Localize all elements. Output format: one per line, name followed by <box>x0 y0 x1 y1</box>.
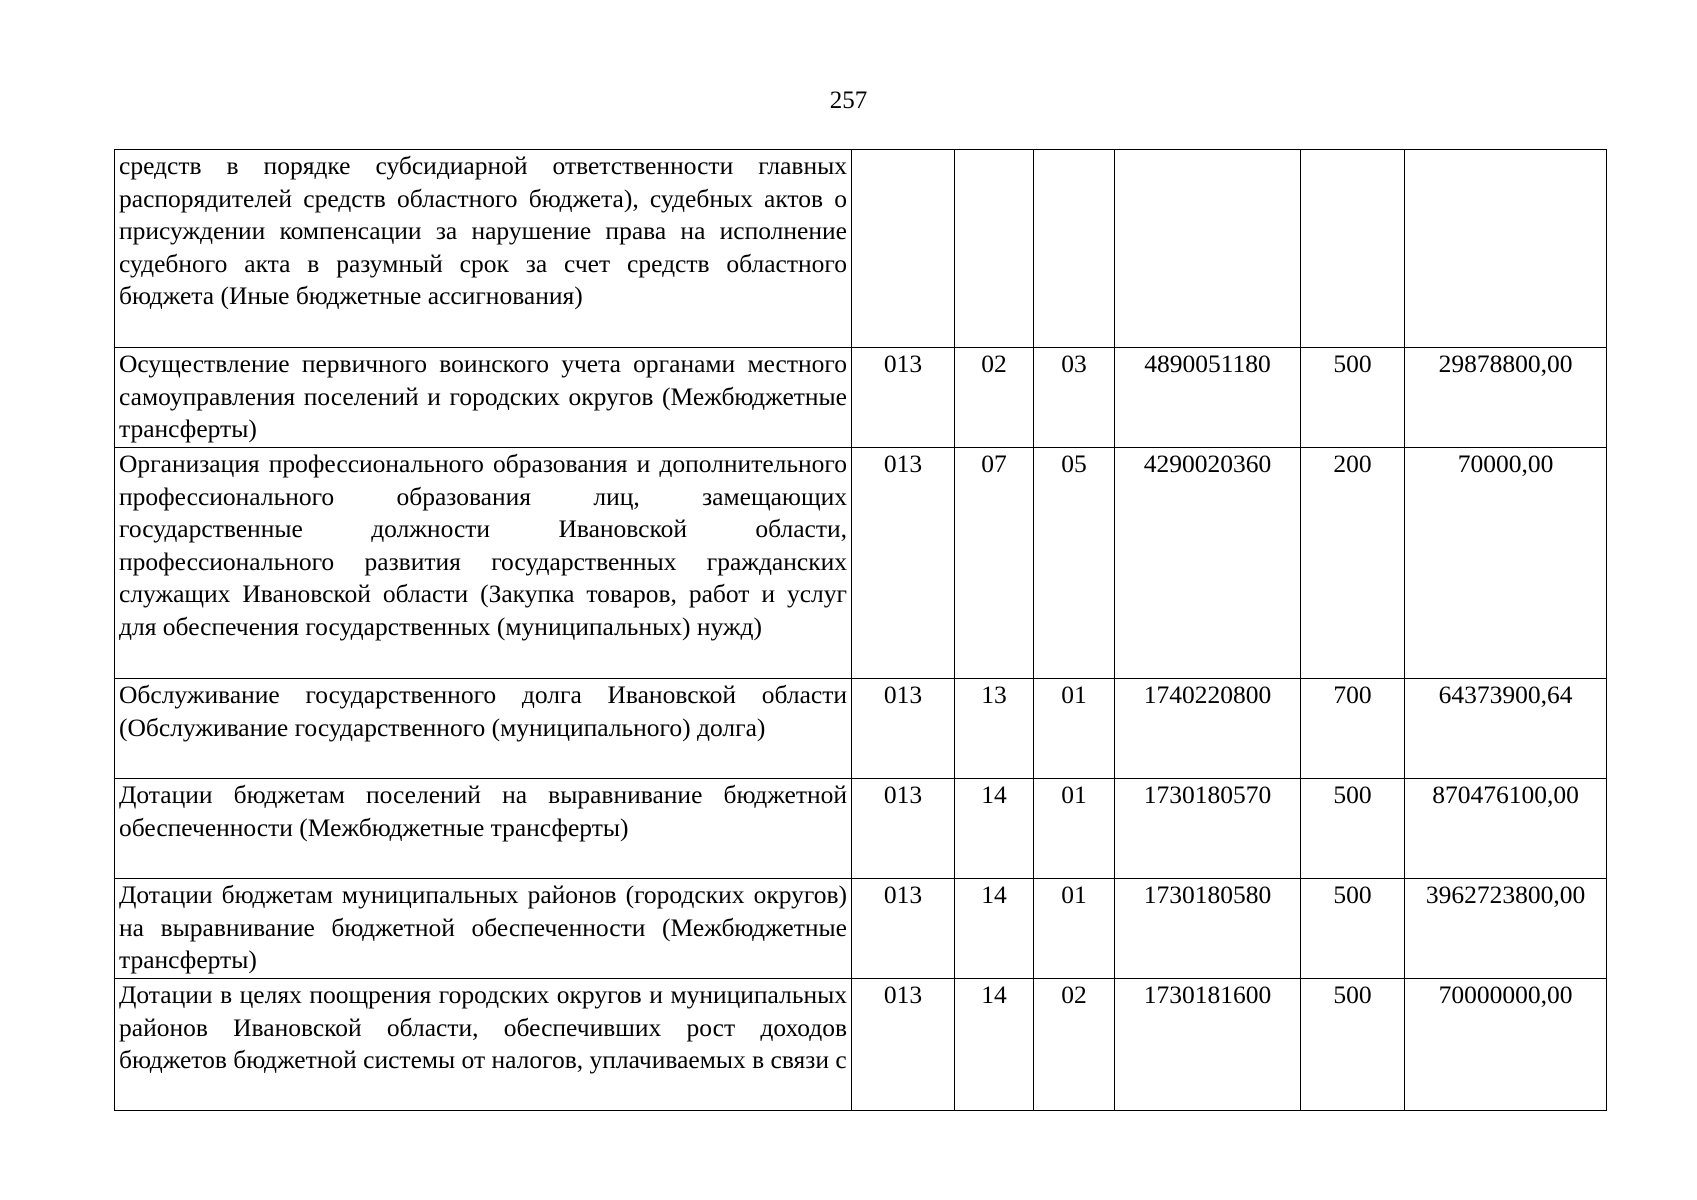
expense-type-code: 500 <box>1301 348 1405 448</box>
section-code: 02 <box>955 348 1034 448</box>
section-code: 14 <box>955 779 1034 879</box>
ministry-code: 013 <box>852 348 955 448</box>
ministry-code: 013 <box>852 979 955 1111</box>
table-row <box>115 979 1607 1111</box>
target-article-code: 1730180570 <box>1115 779 1301 879</box>
subsection-code: 01 <box>1034 779 1115 879</box>
amount: 64373900,64 <box>1405 679 1607 779</box>
table-row <box>115 448 1607 679</box>
expense-type-code <box>1301 150 1405 348</box>
subsection-code: 05 <box>1034 448 1115 679</box>
amount <box>1405 150 1607 348</box>
section-code: 14 <box>955 879 1034 979</box>
expense-type-code: 500 <box>1301 779 1405 879</box>
row-description: Обслуживание государственного долга Ивановской области (Обслуживание государственного (муниципального) долга) <box>115 679 852 779</box>
target-article-code: 4290020360 <box>1115 448 1301 679</box>
table-row <box>115 779 1607 879</box>
page-number: 257 <box>829 87 868 114</box>
ministry-code <box>852 150 955 348</box>
amount: 29878800,00 <box>1405 348 1607 448</box>
expense-type-code: 700 <box>1301 679 1405 779</box>
amount: 870476100,00 <box>1405 779 1607 879</box>
expense-type-code: 500 <box>1301 979 1405 1111</box>
ministry-code: 013 <box>852 448 955 679</box>
row-description: Дотации бюджетам муниципальных районов (городских округов) на выравнивание бюджетной обеспеченности (Межбюджетные трансферты) <box>115 879 852 979</box>
target-article-code: 1730180580 <box>1115 879 1301 979</box>
section-code: 07 <box>955 448 1034 679</box>
target-article-code <box>1115 150 1301 348</box>
target-article-code: 1740220800 <box>1115 679 1301 779</box>
amount: 70000,00 <box>1405 448 1607 679</box>
subsection-code: 02 <box>1034 979 1115 1111</box>
ministry-code: 013 <box>852 879 955 979</box>
expense-type-code: 200 <box>1301 448 1405 679</box>
expense-type-code: 500 <box>1301 879 1405 979</box>
section-code: 14 <box>955 979 1034 1111</box>
row-description: Дотации бюджетам поселений на выравнивание бюджетной обеспеченности (Межбюджетные трансферты) <box>115 779 852 879</box>
row-description: средств в порядке субсидиарной ответственности главных распорядителей средств областного бюджета), судебных актов о присуждении компенсации за нарушение права на исполнение судебного акта в разумный срок за счет средств областного бюджета (Иные бюджетные ассигнования) <box>115 150 852 348</box>
amount: 70000000,00 <box>1405 979 1607 1111</box>
target-article-code: 4890051180 <box>1115 348 1301 448</box>
row-description: Осуществление первичного воинского учета органами местного самоуправления поселений и городских округов (Межбюджетные трансферты) <box>115 348 852 448</box>
subsection-code: 01 <box>1034 879 1115 979</box>
budget-table <box>114 149 1607 1111</box>
subsection-code: 01 <box>1034 679 1115 779</box>
row-description: Организация профессионального образования и дополнительного профессионального образования лиц, замещающих государственные должности Ивановской области, профессионального развития государственных гражданских служащих Ивановской области (Закупка товаров, работ и услуг для обеспечения государственных (муниципальных) нужд) <box>115 448 852 679</box>
section-code: 13 <box>955 679 1034 779</box>
ministry-code: 013 <box>852 679 955 779</box>
ministry-code: 013 <box>852 779 955 879</box>
table-row <box>115 150 1607 348</box>
row-description: Дотации в целях поощрения городских округов и муниципальных районов Ивановской области, обеспечивших рост доходов бюджетов бюджетной системы от налогов, уплачиваемых в связи с <box>115 979 852 1111</box>
table-row <box>115 879 1607 979</box>
subsection-code: 03 <box>1034 348 1115 448</box>
table-row <box>115 348 1607 448</box>
table-row <box>115 679 1607 779</box>
section-code <box>955 150 1034 348</box>
amount: 3962723800,00 <box>1405 879 1607 979</box>
target-article-code: 1730181600 <box>1115 979 1301 1111</box>
subsection-code <box>1034 150 1115 348</box>
